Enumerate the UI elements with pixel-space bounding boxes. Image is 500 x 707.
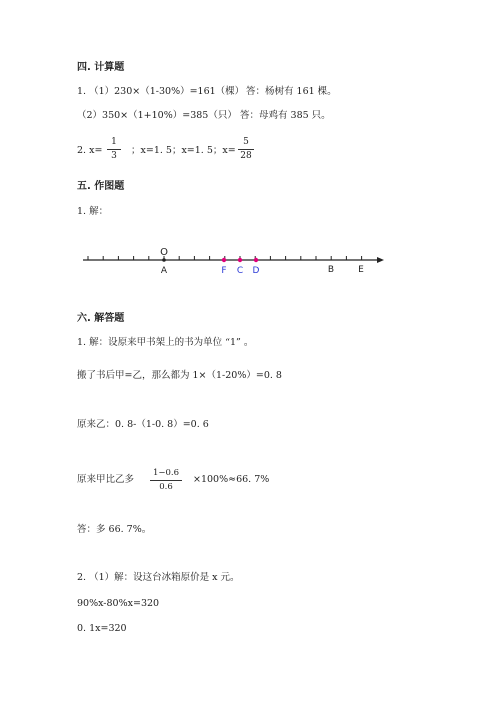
fraction-numerator: 1−0.6	[152, 468, 180, 478]
s6-line-2: 搬了书后甲=乙，那么都为 1×（1-20%）=0. 8	[77, 370, 282, 381]
s6-line-4-suffix: ×100%≈66. 7%	[193, 474, 270, 485]
label-E: E	[358, 265, 364, 275]
s6-line-3: 原来乙：0. 8-（1-0. 8）=0. 6	[77, 419, 209, 430]
s6-line-5: 答：多 66. 7%。	[77, 524, 152, 535]
label-D: D	[252, 266, 260, 276]
label-O: O	[160, 247, 168, 258]
point-C-marker	[238, 258, 242, 262]
label-F: F	[221, 266, 227, 276]
fraction-denominator: 0.6	[159, 482, 173, 492]
s6-line-8: 0. 1x=320	[77, 623, 127, 634]
section-6-heading: 六. 解答题	[77, 313, 125, 324]
fraction-numerator: 1	[111, 137, 117, 147]
label-A: A	[160, 266, 168, 276]
fraction-denominator: 3	[111, 151, 117, 161]
label-B: B	[327, 265, 335, 275]
label-C: C	[236, 266, 244, 276]
q2-middle: ；x=1. 5；x=1. 5；x=	[131, 145, 236, 156]
section-5-heading: 五. 作图题	[77, 181, 125, 192]
point-F-marker	[222, 258, 226, 262]
fraction-numerator: 5	[243, 137, 249, 147]
q1-part2-equation: （2）350×（1+10%）=385（只）	[77, 110, 237, 121]
q1-solution-label: 1. 解：	[77, 206, 109, 217]
s6-line-4-prefix: 原来甲比乙多	[77, 474, 135, 485]
q1-part2-answer: 答：母鸡有 385 只。	[240, 110, 331, 121]
s6-line-7: 90%x-80%x=320	[77, 598, 160, 609]
s6-line-4-fraction	[150, 468, 182, 493]
q1-part1-equation: 1. （1）230×（1-30%）=161（棵）	[77, 86, 245, 97]
fraction-bar	[150, 480, 182, 481]
axis-arrow-icon	[377, 257, 384, 263]
s6-line-1: 1. 解：设原来甲书架上的书为单位 “1” 。	[77, 337, 254, 348]
q2-prefix: 2. x=	[77, 145, 103, 156]
s6-line-6: 2. （1）解：设这台冰箱原价是 x 元。	[77, 572, 240, 583]
fraction-denominator: 28	[240, 151, 252, 161]
q1-part1-answer: 答：杨树有 161 棵。	[246, 86, 337, 97]
point-D-marker	[254, 258, 258, 262]
point-O-marker	[162, 258, 166, 262]
section-4-heading: 四. 计算题	[77, 62, 125, 73]
